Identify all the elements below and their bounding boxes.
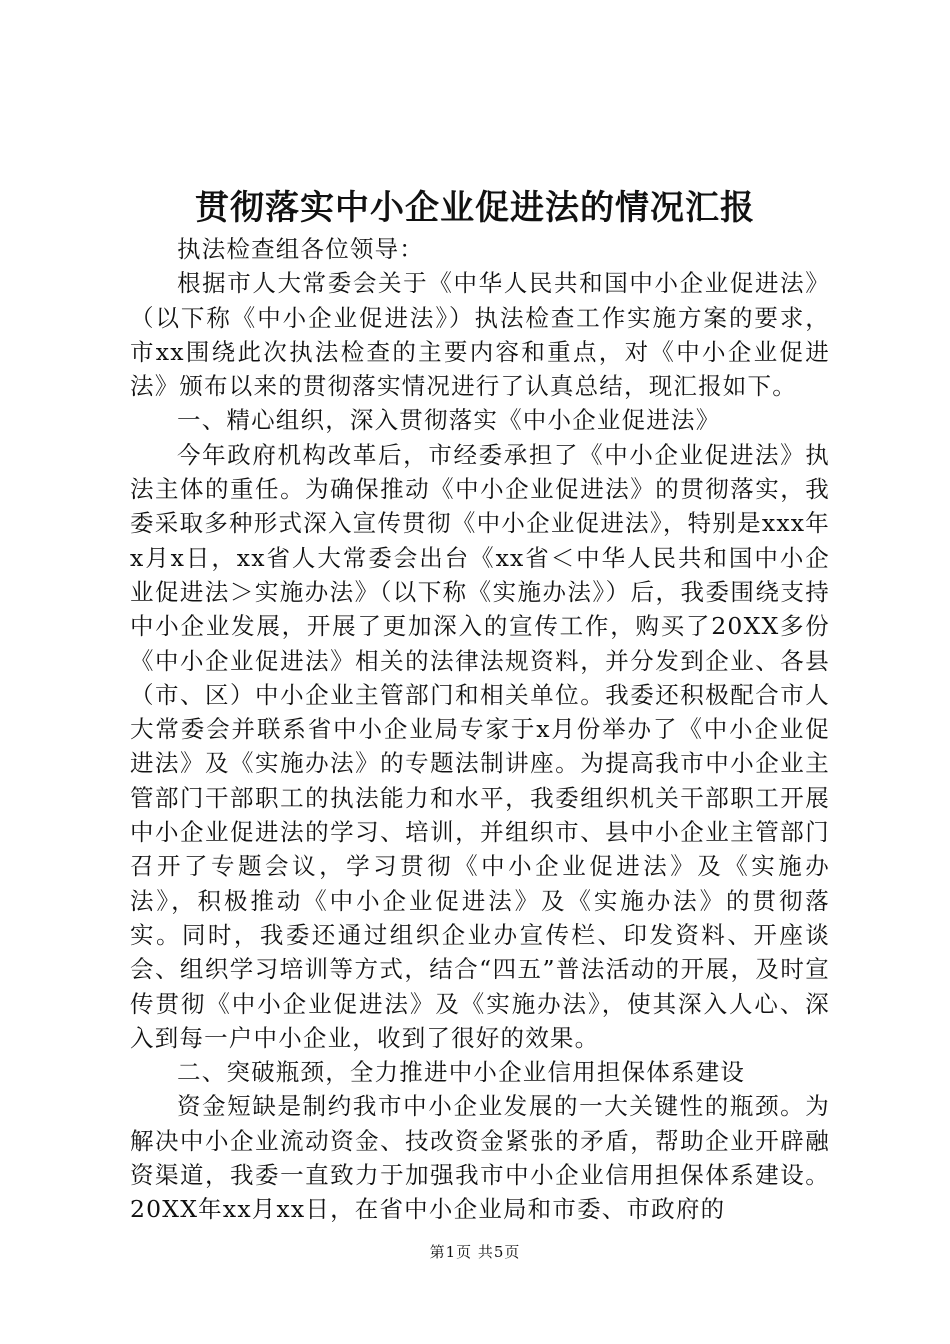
document-title: 贯彻落实中小企业促进法的情况汇报 bbox=[195, 188, 755, 228]
section-heading-1: 一、精心组织，深入贯彻落实《中小企业促进法》 bbox=[177, 406, 721, 435]
section-heading-2: 二、突破瓶颈，全力推进中小企业信用担保体系建设 bbox=[177, 1058, 746, 1087]
page-footer: 第1页 共5页 bbox=[429, 1243, 521, 1261]
paragraph-intro: 根据市人大常委会关于《中华人民共和国中小企业促进法》（以下称《中小企业促进法》）执法检查工作实施方案的要求，市xx围绕此次执法检查的主要内容和重点，对《中小企业促进法》颁布以来的贯彻落实情况进行了认真总结，现汇报如下。 bbox=[130, 269, 830, 401]
paragraph-section-1: 今年政府机构改革后，市经委承担了《中小企业促进法》执法主体的重任。为确保推动《中小企业促进法》的贯彻落实，我委采取多种形式深入宣传贯彻《中小企业促进法》，特别是xxx年x月x日，xx省人大常委会出台《xx省＜中华人民共和国中小企业促进法＞实施办法》（以下称《实施办法》）后，我委围绕支持中小企业发展，开展了更加深入的宣传工作，购买了20XX多份《中小企业促进法》相关的法律法规资料，并分发到企业、各县（市、区）中小企业主管部门和相关单位。我委还积极配合市人大常委会并联系省中小企业局专家于x月份举办了《中小企业促进法》及《实施办法》的专题法制讲座。为提高我市中小企业主管部门干部职工的执法能力和水平，我委组织机关干部职工开展中小企业促进法的学习、培训，并组织市、县中小企业主管部门召开了专题会议，学习贯彻《中小企业促进法》及《实施办法》，积极推动《中小企业促进法》及《实施办法》的贯彻落实。同时，我委还通过组织企业办宣传栏、印发资料、开座谈会、组织学习培训等方式，结合“四五”普法活动的开展，及时宣传贯彻《中小企业促进法》及《实施办法》，使其深入人心、深入到每一户中小企业，收到了很好的效果。 bbox=[130, 440, 830, 1052]
document-body bbox=[130, 232, 830, 1227]
paragraph-section-2: 资金短缺是制约我市中小企业发展的一大关键性的瓶颈。为解决中小企业流动资金、技改资金紧张的矛盾，帮助企业开辟融资渠道，我委一直致力于加强我市中小企业信用担保体系建设。20XX年xx月xx日，在省中小企业局和市委、市政府的 bbox=[130, 1092, 830, 1224]
salutation: 执法检查组各位领导： bbox=[177, 235, 424, 263]
